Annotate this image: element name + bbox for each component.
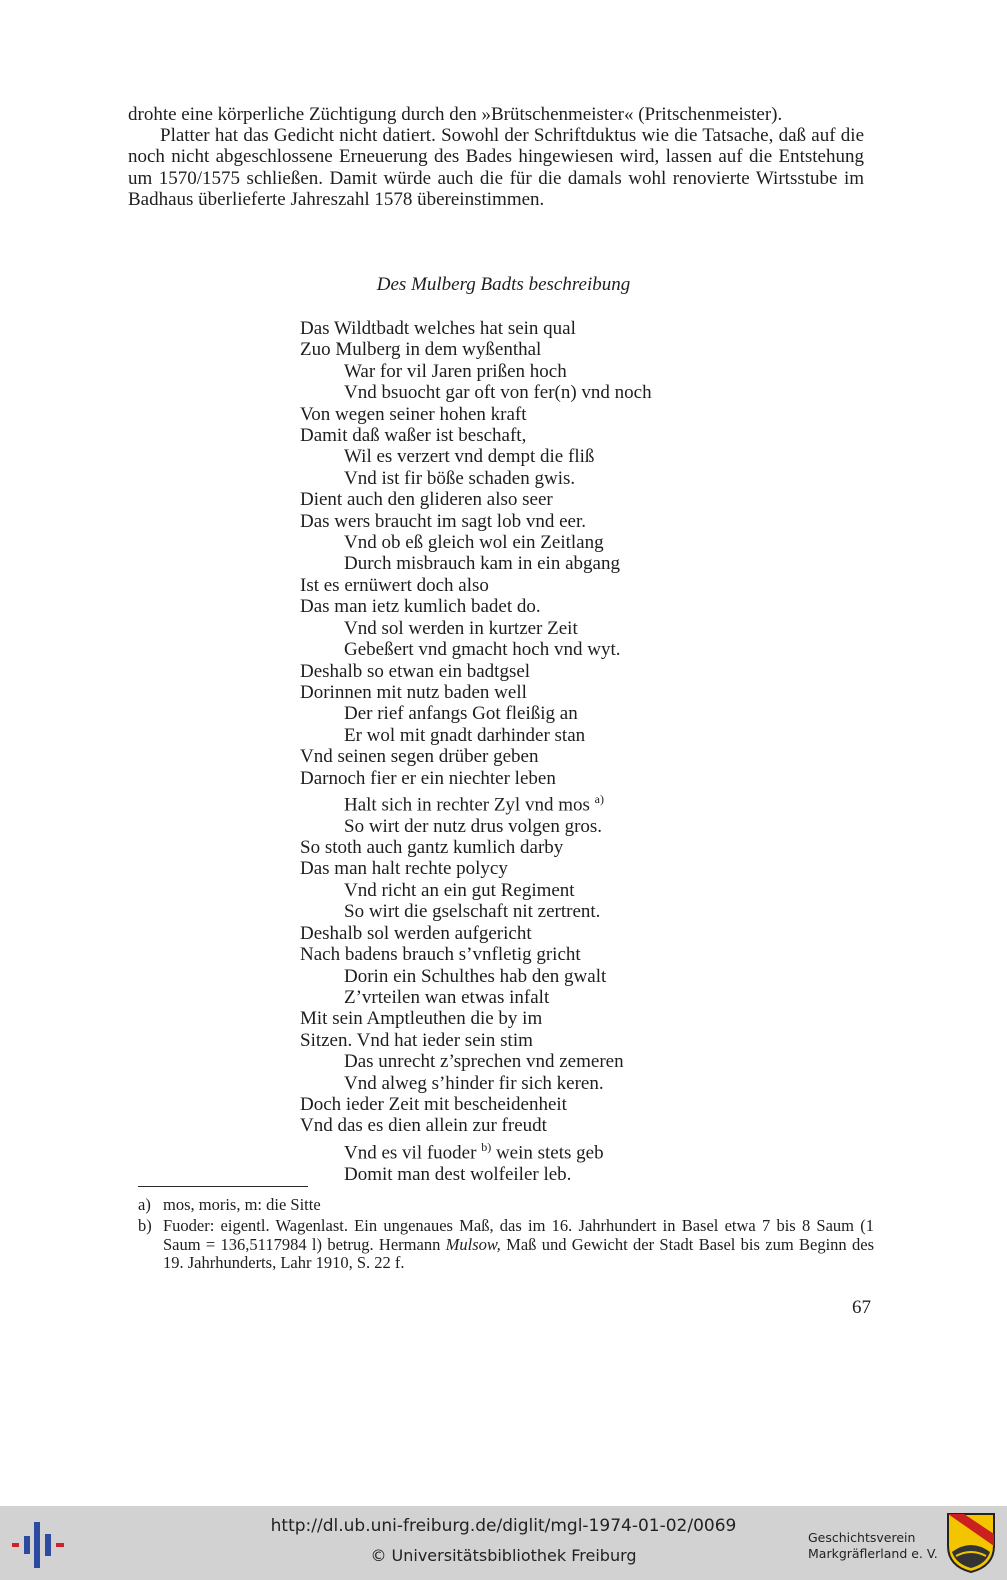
- poem-line: [300, 923, 652, 944]
- poem-line-text: Wil es verzert vnd dempt die fliß: [344, 446, 595, 468]
- poem-line: [300, 1051, 652, 1072]
- poem-line: [300, 446, 652, 467]
- footnote-label: b): [138, 1216, 152, 1235]
- poem-line: [300, 682, 652, 703]
- poem-line-text: Z’vrteilen wan etwas infalt: [344, 986, 550, 1008]
- poem-line: [300, 944, 652, 965]
- poem-line-text: Das unrecht z’sprechen vnd zemeren: [344, 1051, 624, 1073]
- poem-line-text: Vnd ob eß gleich wol ein Zeitlang: [344, 532, 604, 554]
- poem-line: [300, 339, 652, 360]
- poem-line-text: So wirt der nutz drus volgen gros.: [344, 815, 603, 837]
- poem-line-text: Vnd sol werden in kurtzer Zeit: [344, 617, 578, 639]
- poem-line: [300, 1073, 652, 1094]
- poem-line: [300, 532, 652, 553]
- poem-line-text: Deshalb sol werden aufgericht: [300, 922, 532, 944]
- poem-line: [300, 489, 652, 510]
- poem-line-text: Domit man dest wolfeiler leb.: [344, 1163, 572, 1185]
- poem-line-text: So stoth auch gantz kumlich darby: [300, 837, 564, 859]
- footnote-text: mos, moris, m: die Sitte: [163, 1195, 321, 1214]
- poem-line: [300, 1137, 652, 1164]
- poem-line-text: Deshalb so etwan ein badtgsel: [300, 660, 531, 682]
- footnote-divider: [138, 1186, 308, 1187]
- poem-line-text: Vnd seinen segen drüber geben: [300, 746, 539, 768]
- poem-line: [300, 1094, 652, 1115]
- poem-line-text: Das wers braucht im sagt lob vnd eer.: [300, 510, 586, 532]
- poem-line-text: Dorin ein Schulthes hab den gwalt: [344, 965, 607, 987]
- poem-line: [300, 816, 652, 837]
- poem-line: [300, 901, 652, 922]
- poem-line-text: Mit sein Amptleuthen die by im: [300, 1008, 543, 1030]
- poem-line: [300, 880, 652, 901]
- poem-line-text: Damit daß waßer ist beschaft,: [300, 425, 527, 447]
- poem-line-text: Doch ieder Zeit mit bescheidenheit: [300, 1093, 567, 1115]
- footnote-marker: a): [594, 791, 604, 806]
- poem-line-text: Das man halt rechte polycy: [300, 858, 508, 880]
- poem-line: [300, 361, 652, 382]
- poem-line: [300, 511, 652, 532]
- poem-line-text: wein stets geb: [491, 1142, 604, 1164]
- poem-line: [300, 639, 652, 660]
- poem-line: [300, 596, 652, 617]
- poem-line-text: Gebeßert vnd gmacht hoch vnd wyt.: [344, 639, 621, 661]
- poem-line: [300, 966, 652, 987]
- poem-line: [300, 661, 652, 682]
- page-number: 67: [852, 1297, 871, 1318]
- poem-line: [300, 789, 652, 816]
- paragraph-2: Platter hat das Gedicht nicht datiert. Sowohl der Schriftduktus wie die Tatsache, daß auf die noch nicht abgeschlossene Erneuerung des Bades hingewiesen wird, lassen auf die Entstehung um 1570/1575 schließen. Damit würde auch die für die damals wohl renovierte Wirtsstube im Badhaus überlieferte Jahreszahl 1578 übereinstimmen.: [128, 125, 864, 210]
- footer-copyright: © Universitätsbibliothek Freiburg: [370, 1546, 637, 1565]
- poem-line-text: Der rief anfangs Got fleißig an: [344, 703, 578, 725]
- poem-line-text: War for vil Jaren prißen hoch: [344, 360, 567, 382]
- footer-bar: [0, 1506, 1007, 1580]
- poem-title: Des Mulberg Badts beschreibung: [376, 274, 631, 295]
- footnote-text-part: Maß und Gewicht der Stadt Basel bis zum Beginn des 19. Jahrhunderts, Lahr 1910, S. 22 f.: [163, 1234, 874, 1272]
- poem-line: [300, 1164, 652, 1185]
- poem-line-text: Vnd alweg s’hinder fir sich keren.: [344, 1072, 604, 1094]
- footnote-author: Mulsow,: [445, 1234, 501, 1254]
- body-text: [128, 104, 864, 210]
- poem-line-text: Darnoch fier er ein niechter leben: [300, 767, 556, 789]
- poem-line-text: Das man ietz kumlich badet do.: [300, 596, 541, 618]
- poem-line: [300, 837, 652, 858]
- footnote-a: [138, 1196, 874, 1215]
- poem-line: [300, 468, 652, 489]
- footnote-text-part: Fuoder: eigentl. Wagenlast. Ein ungenaues Maß, das im 16. Jahrhundert in Basel etwa 7 bis 8 Saum (1 Saum = 136,5117984 l) betrug. Hermann: [163, 1216, 874, 1254]
- footer-url[interactable]: http://dl.ub.uni-freiburg.de/diglit/mgl-1974-01-02/0069: [270, 1516, 737, 1536]
- org-line-2: Markgräflerland e. V.: [808, 1546, 938, 1561]
- poem-line: [300, 425, 652, 446]
- poem-line: [300, 382, 652, 403]
- poem-line-text: Halt sich in rechter Zyl vnd mos: [344, 794, 590, 816]
- footnote-b: [138, 1217, 874, 1273]
- poem-line: [300, 858, 652, 879]
- poem-line-text: Vnd bsuocht gar oft von fer(n) vnd noch: [344, 382, 652, 404]
- org-line-1: Geschichtsverein: [808, 1530, 916, 1545]
- footer-organization: [808, 1530, 938, 1562]
- poem-line: [300, 318, 652, 339]
- footnote-label: a): [138, 1195, 151, 1214]
- poem-line: [300, 575, 652, 596]
- poem-line: [300, 1008, 652, 1029]
- footnote-text: [138, 1217, 874, 1273]
- poem-line: [300, 746, 652, 767]
- poem-line-text: Das Wildtbadt welches hat sein qual: [300, 318, 576, 339]
- poem-line-text: Nach badens brauch s’vnfletig gricht: [300, 944, 581, 966]
- poem-line-text: Von wegen seiner hohen kraft: [300, 403, 527, 425]
- poem-line-text: Er wol mit gnadt darhinder stan: [344, 724, 586, 746]
- poem-line: [300, 703, 652, 724]
- poem-line-text: Vnd richt an ein gut Regiment: [344, 879, 575, 901]
- poem-line-text: Vnd das es dien allein zur freudt: [300, 1115, 547, 1137]
- poem-line-text: So wirt die gselschaft nit zertrent.: [344, 901, 601, 923]
- poem-line-text: Vnd ist fir böße schaden gwis.: [344, 467, 576, 489]
- poem-line-text: Dient auch den glideren also seer: [300, 489, 553, 511]
- poem-line-text: Zuo Mulberg in dem wyßenthal: [300, 339, 542, 361]
- poem-line: [300, 1115, 652, 1136]
- poem-line: [300, 987, 652, 1008]
- poem-line: [300, 618, 652, 639]
- coat-of-arms-icon: [946, 1512, 996, 1574]
- poem-line: [300, 1030, 652, 1051]
- paragraph-1: drohte eine körperliche Züchtigung durch den »Brütschenmeister« (Pritschenmeister).: [128, 104, 783, 125]
- poem: [300, 318, 652, 1185]
- poem-line-text: Vnd es vil fuoder: [344, 1142, 477, 1164]
- poem-line-text: Dorinnen mit nutz baden well: [300, 681, 527, 703]
- poem-line-text: Sitzen. Vnd hat ieder sein stim: [300, 1029, 533, 1051]
- poem-line: [300, 725, 652, 746]
- poem-line-text: Durch misbrauch kam in ein abgang: [344, 553, 620, 575]
- poem-line: [300, 553, 652, 574]
- poem-line: [300, 404, 652, 425]
- footnote-marker: b): [481, 1139, 492, 1154]
- poem-line: [300, 768, 652, 789]
- poem-line-text: Ist es ernüwert doch also: [300, 574, 489, 596]
